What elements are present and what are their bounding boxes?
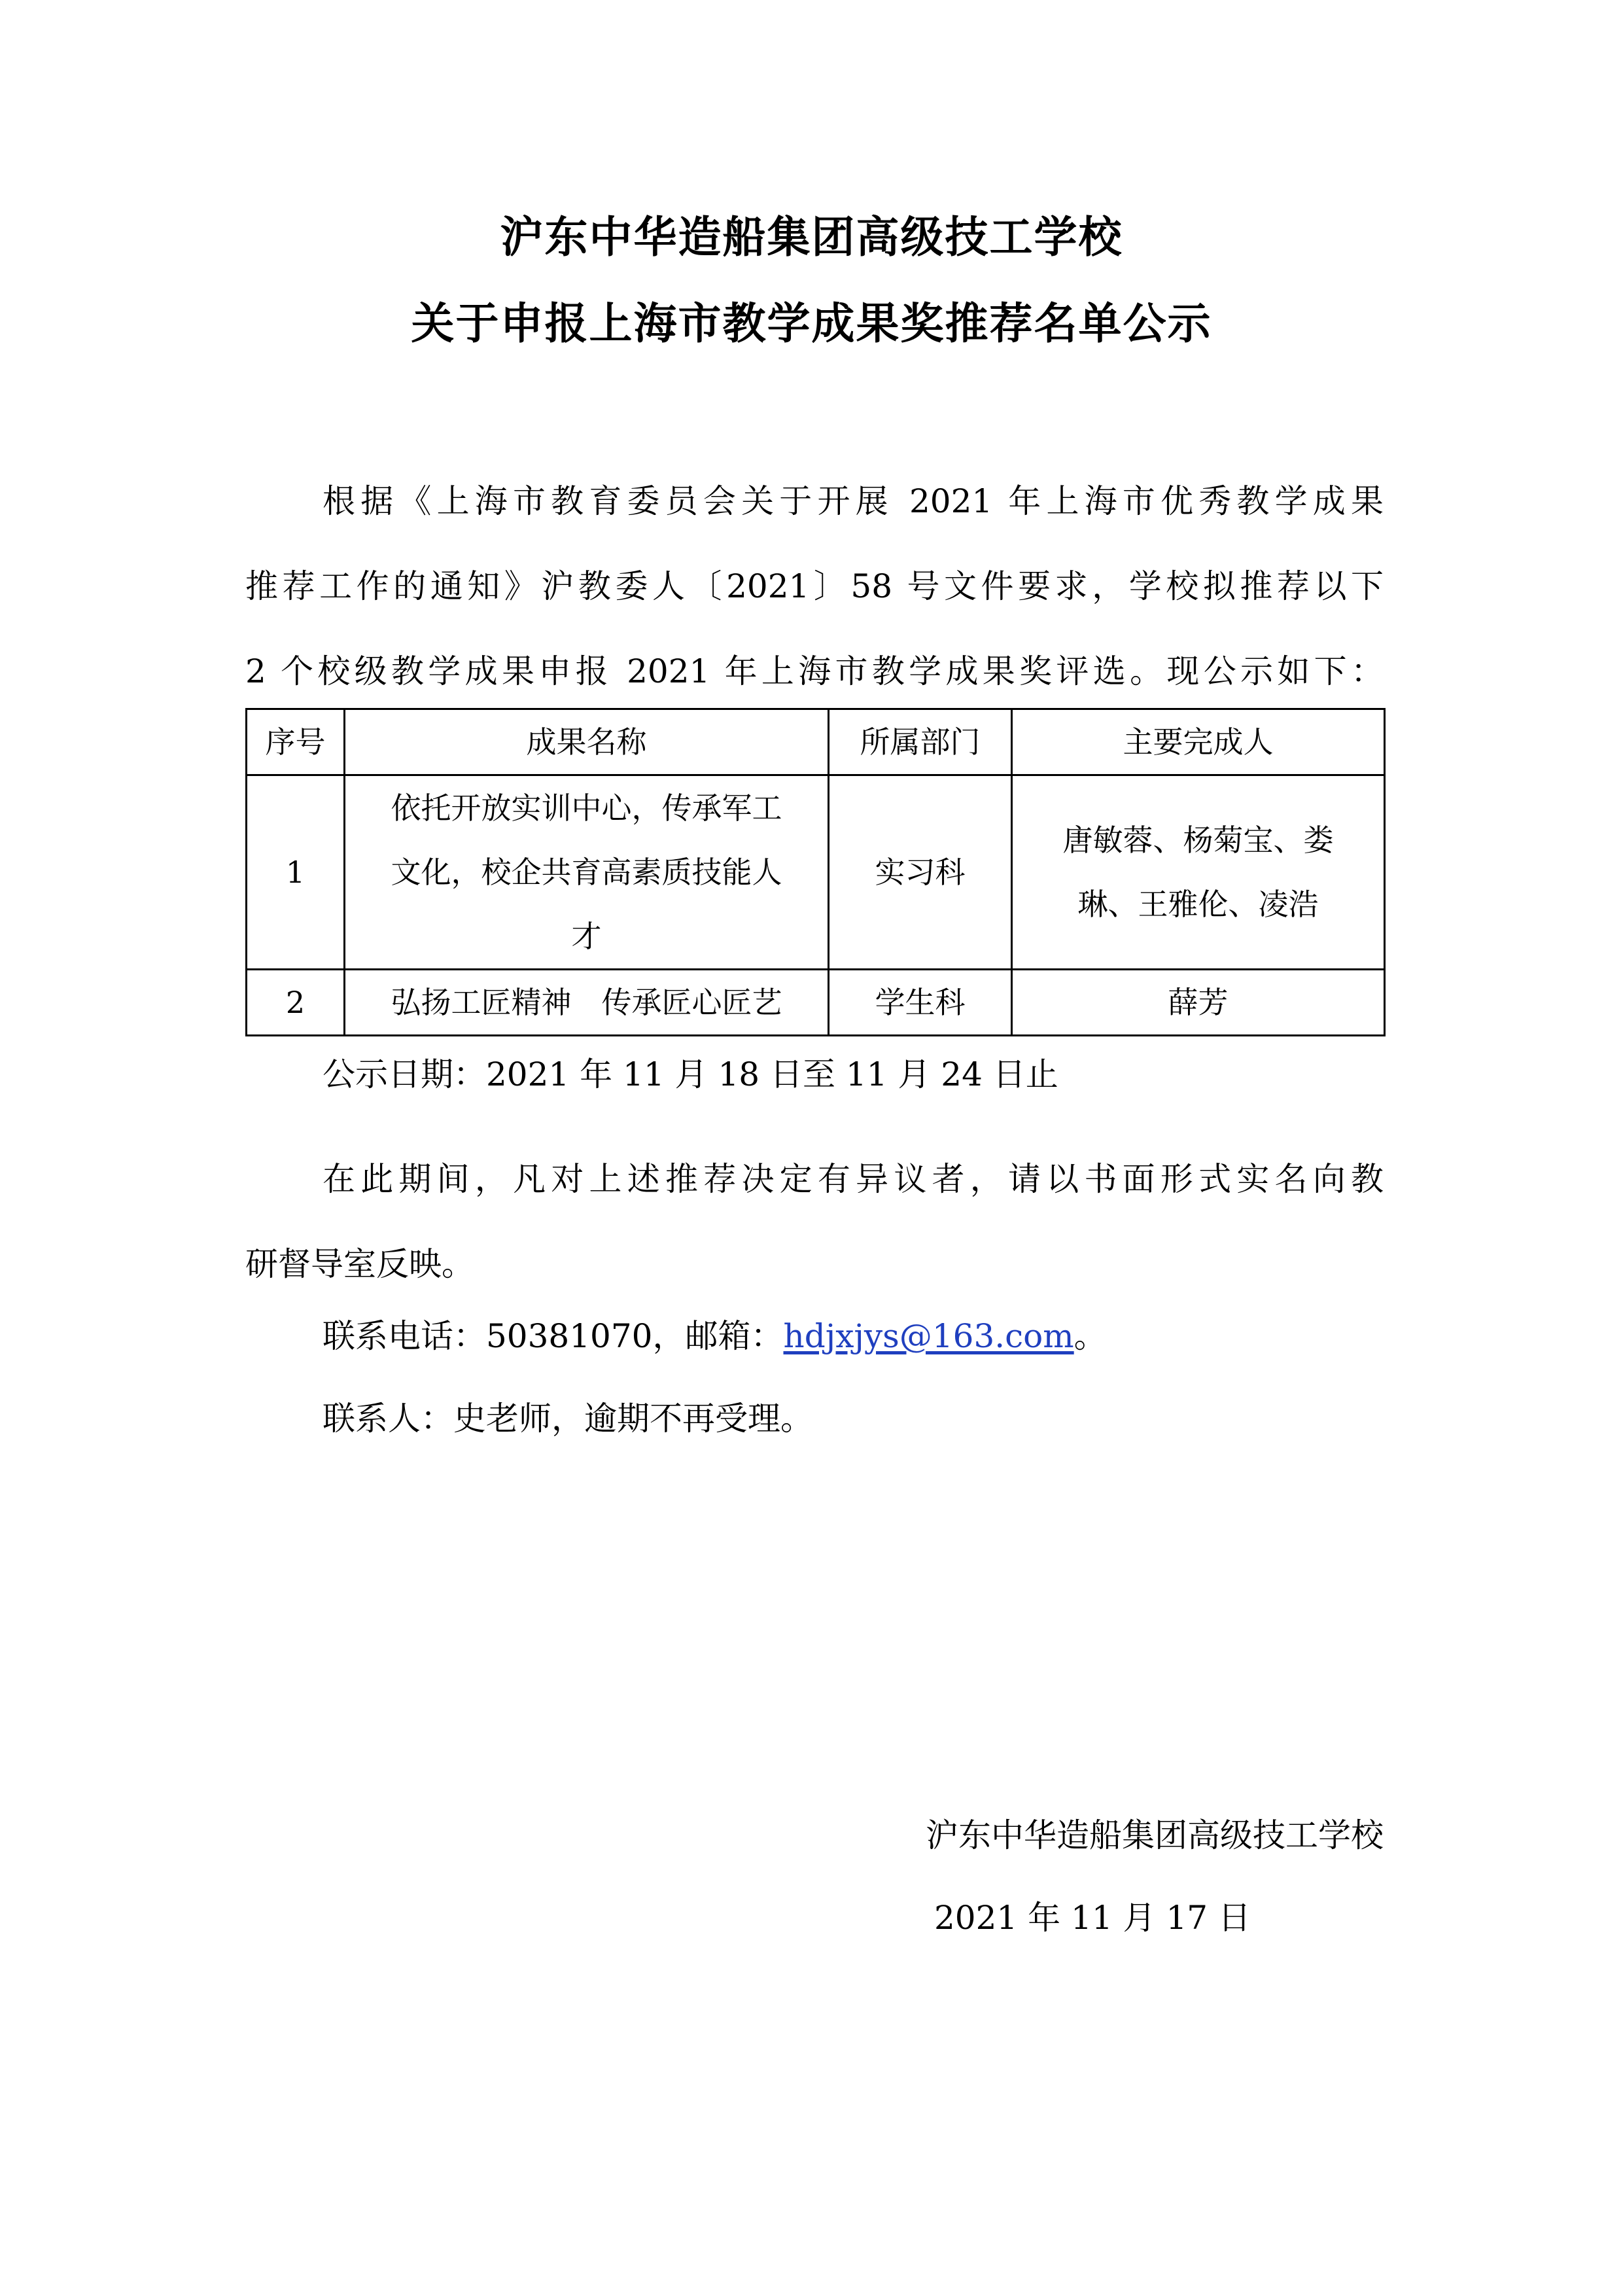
contributors-line: 薛芳	[1168, 985, 1229, 1020]
row-serial-number: 2	[247, 970, 345, 1036]
objection-line: 研督导室反映。	[245, 1245, 474, 1283]
signature-organization: 沪东中华造船集团高级技工学校	[926, 1816, 1384, 1854]
row-achievement-name	[345, 775, 829, 970]
document-title-line-1: 沪东中华造船集团高级技工学校	[500, 212, 1123, 262]
intro-line: 推荐工作的通知》沪教委人〔2021〕58 号文件要求，学校拟推荐以下	[245, 567, 1384, 605]
objection-paragraph	[245, 1137, 1384, 1307]
objection-line: 在此期间，凡对上述推荐决定有异议者，请以书面形式实名向教	[323, 1160, 1384, 1198]
achievement-name-line: 弘扬工匠精神 传承匠心匠艺	[391, 985, 782, 1020]
contact-phone-text: 联系电话：50381070，邮箱：	[323, 1317, 784, 1355]
intro-line: 根据《上海市教育委员会关于开展 2021 年上海市优秀教学成果	[323, 482, 1384, 520]
publication-period: 公示日期：2021 年 11 月 18 日至 11 月 24 日止	[323, 1055, 1058, 1093]
row-achievement-name	[345, 970, 829, 1036]
contact-email-link[interactable]: hdjxjys@163.com	[783, 1317, 1074, 1355]
results-table	[245, 708, 1386, 1036]
row-department: 实习科	[829, 775, 1012, 970]
achievement-name-line: 文化，校企共育高素质技能人	[391, 855, 782, 890]
header-department: 所属部门	[829, 709, 1012, 775]
contributors-line: 琳、王雅伦、凌浩	[1077, 887, 1319, 922]
contact-suffix: 。	[1073, 1317, 1107, 1355]
row-main-contributors	[1012, 775, 1385, 970]
row-department: 学生科	[829, 970, 1012, 1036]
intro-line: 2 个校级教学成果申报 2021 年上海市教学成果奖评选。现公示如下：	[245, 652, 1384, 690]
table-row	[247, 970, 1385, 1036]
header-main-contributors: 主要完成人	[1012, 709, 1385, 775]
contributors-line: 唐敏蓉、杨菊宝、娄	[1062, 822, 1334, 858]
signature-date: 2021 年 11 月 17 日	[934, 1899, 1251, 1937]
row-main-contributors	[1012, 970, 1385, 1036]
intro-paragraph	[245, 459, 1384, 714]
header-serial-number: 序号	[247, 709, 345, 775]
document-title-line-2: 关于申报上海市教学成果奖推荐名单公示	[411, 298, 1212, 349]
table-header-row	[247, 709, 1385, 775]
header-achievement-name: 成果名称	[345, 709, 829, 775]
table-row	[247, 775, 1385, 970]
achievement-name-line: 才	[571, 919, 602, 954]
contact-person: 联系人：史老师，逾期不再受理。	[323, 1400, 813, 1438]
achievement-name-line: 依托开放实训中心，传承军工	[391, 790, 782, 826]
contact-info	[323, 1317, 1107, 1355]
row-serial-number: 1	[247, 775, 345, 970]
